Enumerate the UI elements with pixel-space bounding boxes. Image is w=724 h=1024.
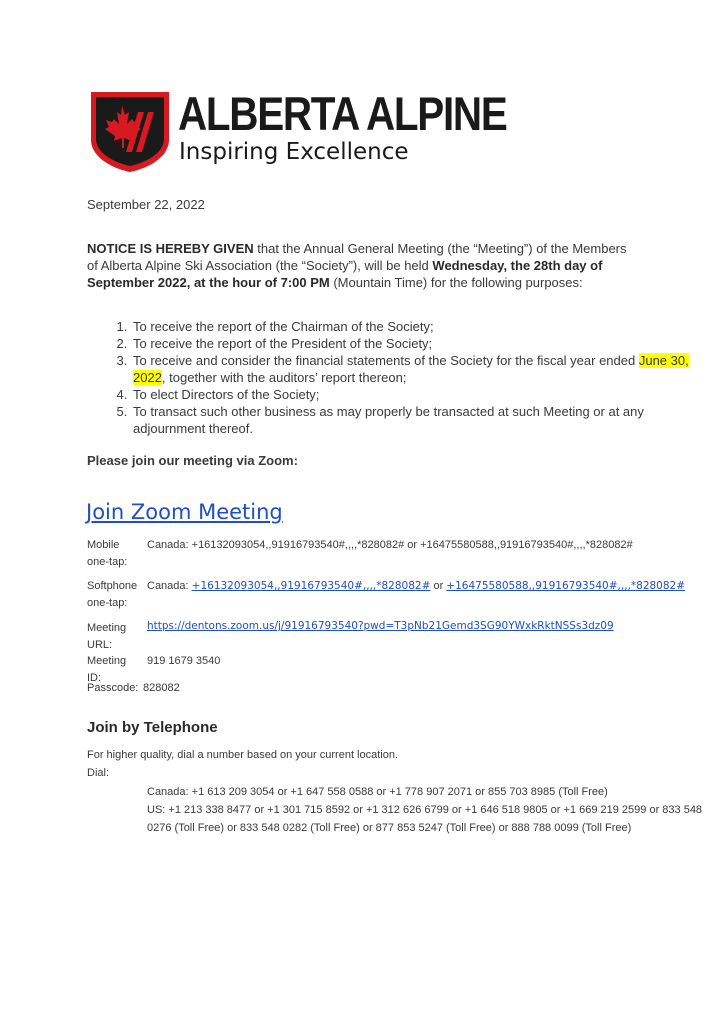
zoom-prompt: Please join our meeting via Zoom: (87, 453, 298, 468)
meeting-id-value: 919 1679 3540 (147, 655, 221, 667)
letter-date: September 22, 2022 (87, 197, 205, 212)
canada-numbers: Canada: +1 613 209 3054 or +1 647 558 0588 or +1 778 907 2071 or 855 703 8985 (Toll Free) (147, 786, 608, 798)
notice-paragraph (87, 240, 627, 291)
notice-lead: NOTICE IS HEREBY GIVEN (87, 241, 254, 256)
mobile-value: Canada: +16132093054,,91916793540#,,,,*828082# or +16475580588,,91916793540#,,,,*828082# (147, 539, 633, 551)
telephone-hint: For higher quality, dial a number based on your current location. (87, 749, 399, 761)
meeting-id-label: Meeting ID: (87, 655, 127, 684)
logo-tagline: Inspiring Excellence (179, 139, 409, 165)
telephone-heading: Join by Telephone (87, 719, 218, 736)
purpose-item (131, 352, 691, 386)
meeting-url-label: Meeting URL: (87, 622, 127, 651)
dial-label: Dial: (87, 767, 110, 779)
purpose-3-before: To receive and consider the financial statements of the Society for the fiscal year ended (133, 353, 639, 368)
purpose-3-after: , together with the auditors’ report thereon; (161, 370, 407, 385)
meeting-url-link[interactable]: https://dentons.zoom.us/j/91916793540?pwd=T3pNb21Gemd3SG90YWxkRktNSSs3dz09 (147, 620, 614, 632)
softphone-or: or (430, 580, 447, 592)
purpose-item: 1. To receive the report of the Chairman of the Society; (131, 318, 691, 335)
purpose-item: 5. To transact such other business as may properly be transacted at such Meeting or at any adjournment thereof. (131, 403, 691, 437)
purpose-item: 2. To receive the report of the President of the Society; (131, 335, 691, 352)
passcode-value: 828082 (143, 682, 180, 694)
softphone-value (147, 578, 685, 595)
join-zoom-link[interactable]: Join Zoom Meeting (86, 500, 283, 524)
softphone-label: Softphone one-tap: (87, 580, 138, 609)
softphone-prefix: Canada: (147, 580, 192, 592)
notice-bold-when: Wednesday, the 28th day of September 2022, at the hour of 7:00 PM (87, 258, 603, 290)
softphone-link-1[interactable]: +16132093054,,91916793540#,,,,*828082# (191, 580, 431, 592)
passcode-label: Passcode: (87, 682, 139, 694)
dial-numbers (147, 783, 707, 837)
mobile-label: Mobile one-tap: (87, 539, 128, 568)
highlighted-date: June 30, 2022 (133, 353, 689, 385)
logo-name: ALBERTA ALPINE (178, 87, 507, 140)
us-numbers: US: +1 213 338 8477 or +1 301 715 8592 or +1 312 626 6799 or +1 646 518 9805 or +1 669 219 2599 or 833 548 0276 (Toll Free) or 833 548 0282 (Toll Free) or 877 853 5247 (Toll Free) or 888 788 0099 (Toll Free) (147, 804, 703, 834)
alberta-alpine-logo (88, 87, 507, 172)
notice-text-2: (Mountain Time) for the following purposes: (329, 275, 583, 290)
purpose-item: 4. To elect Directors of the Society; (131, 386, 691, 403)
maple-leaf-shield-icon (88, 88, 172, 172)
notice-text-1: that the Annual General Meeting (the “Meeting”) of the Members of Alberta Alpine Ski Association (the “Society”), will be held (87, 241, 627, 273)
purposes-list (87, 318, 691, 437)
softphone-link-2[interactable]: +16475580588,,91916793540#,,,,*828082# (446, 580, 686, 592)
